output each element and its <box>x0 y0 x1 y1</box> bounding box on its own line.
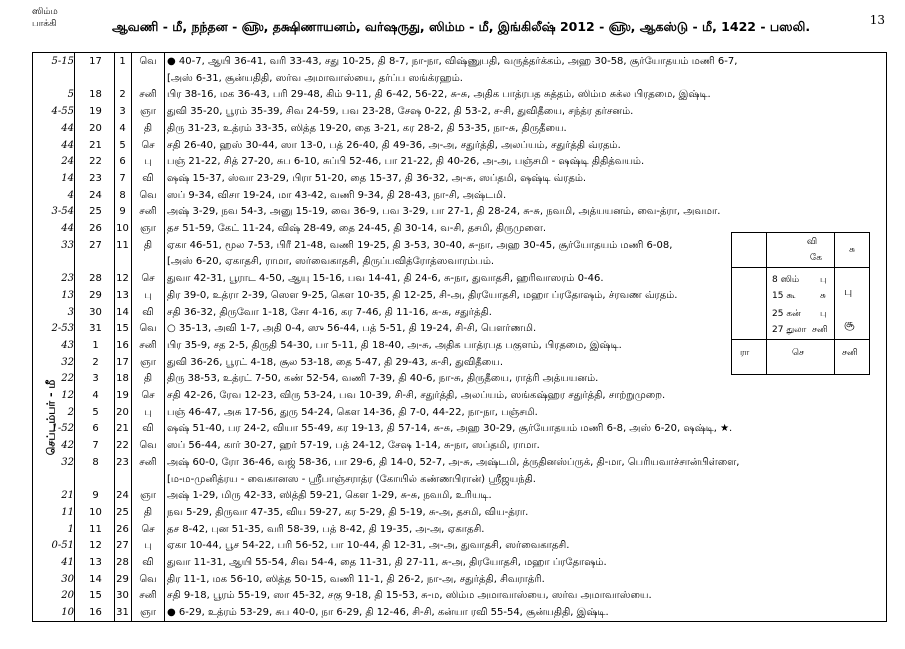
weekday-cell: சனி <box>139 590 157 602</box>
table-row <box>33 507 886 524</box>
english-date-cell: 10 <box>89 506 102 518</box>
header-left-bottom: பாக்கி <box>32 19 57 29</box>
sunset-time-cell: 30 <box>61 573 74 585</box>
table-row <box>33 474 886 491</box>
table-row <box>33 407 886 424</box>
weekday-cell: ஞா <box>140 607 156 619</box>
weekday-cell: வெ <box>139 189 157 201</box>
tamil-date-cell: 21 <box>116 423 129 435</box>
table-row <box>33 89 886 106</box>
weekday-cell: பு <box>144 406 152 418</box>
tamil-date-cell: 7 <box>119 172 126 184</box>
english-date-cell: 23 <box>89 172 102 184</box>
english-date-cell: 19 <box>89 106 102 118</box>
sunset-time-cell: 41 <box>61 557 74 568</box>
english-date-cell: 22 <box>89 156 102 168</box>
table-row <box>33 590 886 607</box>
table-row <box>33 173 886 190</box>
chart-cell: 8 ஸிம் <box>772 275 800 285</box>
weekday-cell: ஞா <box>140 490 156 502</box>
chart-cell: பு <box>820 309 827 319</box>
sunset-time-cell: 23 <box>61 273 74 285</box>
weekday-cell: வெ <box>139 56 157 67</box>
page-number: 13 <box>869 13 885 27</box>
weekday-cell: பு <box>144 540 152 552</box>
sunset-time-cell: 13 <box>61 289 74 301</box>
tamil-date-cell: 23 <box>116 456 129 468</box>
table-row <box>33 457 886 474</box>
horoscope-chart <box>731 232 870 375</box>
sunset-time-cell: 3-54 <box>51 206 74 218</box>
english-date-cell: 31 <box>89 323 102 335</box>
details-cell: [அஸ் 6-31, சூன்யதிதி, ஸர்வ அமாவாஸ்யை, தர்ப்ப ஸங்க்ரஹம். <box>167 72 463 84</box>
weekday-cell: ஞா <box>140 223 156 234</box>
english-date-cell: 21 <box>89 139 102 151</box>
weekday-cell: வெ <box>139 573 157 585</box>
month-strip <box>32 340 72 500</box>
sunset-time-cell: 1-52 <box>51 423 74 435</box>
sunset-time-cell: 12 <box>61 390 74 401</box>
details-cell: திரு 31-23, உத்ரம் 33-35, ஸித்த 19-20, தை 3-21, கர 28-2, தி 53-35, நா-சு, திருதீயை. <box>167 122 567 134</box>
chart-cell: சனி <box>812 325 828 335</box>
tamil-date-cell: 19 <box>116 390 129 401</box>
english-date-cell: 16 <box>89 607 102 619</box>
english-date-cell: 30 <box>89 306 102 318</box>
english-date-cell: 1 <box>92 339 99 351</box>
english-date-cell: 26 <box>89 223 102 234</box>
details-cell: பஞ் 21-22, சித் 27-20, சுப 6-10, சுப்பி 52-46, பா 21-22, தி 40-26, அ-அ, பஞ்சமி - ஷஷ்டி திதித்வயம். <box>167 156 645 168</box>
english-date-cell: 25 <box>89 206 102 218</box>
sunset-time-cell: 4 <box>67 189 74 201</box>
sunset-time-cell: 44 <box>61 139 74 151</box>
details-cell: ஏகா 46-51, மூல 7-53, பிரீ 21-48, வணி 19-25, தி 3-53, 30-40, சு-நா, அஹ 30-45, சூர்யோதயம் மணி 6-08, <box>167 239 673 251</box>
details-cell: ஏகா 10-44, பூச 54-22, பரி 56-52, பா 10-44, தி 12-31, அ-அ, துவாதசி, ஸர்வைகாதசி. <box>167 540 570 552</box>
tamil-date-cell: 16 <box>116 339 129 351</box>
details-cell: திரு 38-53, உத்ரட் 7-50, கண் 52-54, வணி 7-39, தி 40-6, நா-சு, திருதீயை, ராத்ரி அத்யயனம். <box>167 373 599 385</box>
details-cell: ஸப் 56-44, கார் 30-27, ஹர் 57-19, பத் 24-12, சேஷ 1-14, சு-நா, ஸப்தமி, ராமா. <box>167 440 540 452</box>
weekday-cell: சனி <box>139 456 157 468</box>
details-cell: சதி 42-26, ரேவ 12-23, விரு 53-24, பவ 10-39, சி-சி, சதுர்த்தி, அலப்யம், ஸங்கஷ்ஹர சதுர்த்தி, சாற்றுமுறை. <box>167 390 666 401</box>
details-cell: [அஸ் 6-20, ஏகாதசி, ராமா, ஸர்வைகாதசி, திருப்பவித்ரோத்ஸவாரம்பம். <box>167 256 495 268</box>
english-date-cell: 13 <box>89 557 102 568</box>
chart-cell: 27 துலா <box>772 325 807 335</box>
english-date-cell: 4 <box>92 390 99 401</box>
weekday-cell: தி <box>143 506 153 518</box>
english-date-cell: 3 <box>92 373 99 385</box>
tamil-date-cell: 26 <box>116 523 129 535</box>
sunset-time-cell: 3 <box>67 306 74 318</box>
details-cell: ● 40-7, ஆயி 36-41, வரி 33-43, சது 10-25, தி 8-7, நா-நா, விஷ்ணுபதி, வருத்தர்க்கம், அஹ 30-58, சூர்யோதயம் மணி 6-7, <box>167 56 738 67</box>
weekday-cell: செ <box>141 390 155 401</box>
weekday-cell: வி <box>142 172 154 184</box>
sunset-time-cell: 5-15 <box>51 56 74 67</box>
month-label: செப்டம்பர் - மீ <box>44 379 58 456</box>
chart-cell: பு <box>820 275 827 285</box>
chart-cell: வி <box>806 237 818 247</box>
tamil-date-cell: 25 <box>116 506 129 518</box>
tamil-date-cell: 3 <box>119 106 126 118</box>
weekday-cell: சனி <box>139 206 157 218</box>
weekday-cell: பு <box>144 156 152 168</box>
tamil-date-cell: 31 <box>116 607 129 619</box>
tamil-date-cell: 17 <box>116 356 129 368</box>
sunset-time-cell: 42 <box>61 440 74 452</box>
english-date-cell: 24 <box>89 189 102 201</box>
weekday-cell: சனி <box>139 89 157 101</box>
chart-cell: 15 கூ <box>772 291 796 301</box>
weekday-cell: தி <box>143 122 153 134</box>
details-cell: துவி 36-26, பூரட் 4-18, சூல 53-18, தை 5-47, தி 29-43, சு-சி, துவிதீயை. <box>167 356 504 368</box>
english-date-cell: 7 <box>92 440 99 452</box>
english-date-cell: 29 <box>89 289 102 301</box>
sunset-time-cell: 32 <box>61 456 74 468</box>
weekday-cell: தி <box>143 239 153 251</box>
tamil-date-cell: 30 <box>116 590 129 602</box>
details-cell: ஷஷ் 15-37, ஸ்வா 23-29, பிரா 51-20, தை 15-37, தி 36-32, அ-சு, ஸப்தமி, ஷஷ்டி வ்ரதம். <box>167 172 587 184</box>
weekday-cell: வி <box>142 557 154 568</box>
chart-cell: செ <box>792 348 804 358</box>
table-row <box>33 73 886 90</box>
english-date-cell: 5 <box>92 406 99 418</box>
table-row <box>33 373 886 390</box>
chart-cell: சு <box>820 291 826 301</box>
header-left <box>32 6 58 30</box>
sunset-time-cell: 2-53 <box>51 323 74 335</box>
english-date-cell: 8 <box>92 456 99 468</box>
english-date-cell: 11 <box>89 523 102 535</box>
table-row <box>33 206 886 223</box>
sunset-time-cell: 11 <box>61 506 74 518</box>
weekday-cell: செ <box>141 273 155 285</box>
details-cell: அஷ் 1-29, மிரு 42-33, ஸித்தி 59-21, கௌ 1-29, சு-சு, நவமி, உரியடி. <box>167 490 492 502</box>
sunset-time-cell: 32 <box>61 356 74 368</box>
sunset-time-cell: 0-51 <box>51 540 74 552</box>
sunset-time-cell: 44 <box>61 122 74 134</box>
table-row <box>33 540 886 557</box>
details-cell: திர 11-1, மக 56-10, ஸித்த 50-15, வணி 11-1, தி 26-2, நா-அ, சதுர்த்தி, சிவராத்ரி. <box>167 573 545 585</box>
tamil-date-cell: 15 <box>116 323 129 335</box>
tamil-date-cell: 22 <box>116 440 129 452</box>
details-cell: அஷ் 3-29, நவ 54-3, அனு 15-19, வை 36-9, பவ 3-29, பா 27-1, தி 28-24, சு-சு, நவமி, அத்யயனம், வை-த்ரா, அவமா. <box>167 206 721 218</box>
table-row <box>33 140 886 157</box>
tamil-date-cell: 27 <box>116 540 129 552</box>
sunset-time-cell: 24 <box>61 156 74 168</box>
details-cell: பிர 35-9, சத 2-5, திருதி 54-30, பா 5-11, தி 18-40, அ-சு, அதிக பாத்ரபத பகுளம், பிரதமை, இஷ்டி. <box>167 339 622 351</box>
sunset-time-cell: 33 <box>61 239 74 251</box>
table-row <box>33 56 886 73</box>
sunset-time-cell: 43 <box>61 339 74 351</box>
weekday-cell: வெ <box>139 440 157 452</box>
weekday-cell: செ <box>141 139 155 151</box>
english-date-cell: 2 <box>92 356 99 368</box>
table-row <box>33 123 886 140</box>
english-date-cell: 18 <box>89 89 102 101</box>
sunset-time-cell: 10 <box>61 607 74 619</box>
chart-cell: சு <box>849 245 855 255</box>
chart-cell: ரா <box>740 348 750 358</box>
english-date-cell: 27 <box>89 239 102 251</box>
details-cell: பஞ் 46-47, அசு 17-56, துரு 54-24, கௌ 14-36, தி 7-0, 44-22, நா-நா, பஞ்சமி. <box>167 406 538 418</box>
details-cell: சதி 9-18, பூரம் 55-19, ஸா 45-32, சகு 9-18, தி 15-53, சு-ம, ஸிம்ம அமாவாஸ்யை, ஸர்வ அமாவாஸ்யை. <box>167 590 652 602</box>
weekday-cell: செ <box>141 523 155 535</box>
tamil-date-cell: 13 <box>116 289 129 301</box>
details-cell: பிர 38-16, மக 36-43, பரி 29-48, கிம் 9-11, தி 6-42, 56-22, சு-சு, அதிக பாத்ரபத சுத்தம், ஸிம்ம சுக்ல பிரதமை, இஷ்டி. <box>167 89 711 101</box>
tamil-date-cell: 9 <box>119 206 126 218</box>
table-row <box>33 106 886 123</box>
table-row <box>33 190 886 207</box>
tamil-date-cell: 11 <box>116 239 129 251</box>
details-cell: சதி 36-32, திருவோ 1-18, சோ 4-16, கர 7-46, தி 11-16, சு-சு, சதுர்த்தி. <box>167 306 492 318</box>
tamil-date-cell: 12 <box>116 273 129 285</box>
table-row <box>33 607 886 624</box>
tamil-date-cell: 24 <box>116 490 129 502</box>
sunset-time-cell: 20 <box>61 590 74 602</box>
weekday-cell: தி <box>143 373 153 385</box>
chart-cell: கே <box>809 253 823 263</box>
chart-cell: 25 கன் <box>772 309 801 319</box>
tamil-date-cell: 6 <box>119 156 126 168</box>
sunset-time-cell: 1 <box>67 523 74 535</box>
details-cell: திர 39-0, உத்ரா 2-39, ஸௌ 9-25, கௌ 10-35, தி 12-25, சி-அ, திரயோதசி, மஹா ப்ரதோஷம், ச்ரவண வ்ரதம். <box>167 289 678 301</box>
weekday-cell: பு <box>144 289 152 301</box>
details-cell: துவி 35-20, பூரம் 35-39, சிவ 24-59, பவ 23-28, சேஷ 0-22, தி 53-2, ச-சி, துவிதீயை, சந்த்ர தர்சனம். <box>167 106 634 118</box>
table-row <box>33 557 886 574</box>
table-row <box>33 423 886 440</box>
english-date-cell: 12 <box>89 540 102 552</box>
sunset-time-cell: 44 <box>61 223 74 234</box>
details-cell: சதி 26-40, ஹஸ் 30-44, ஸா 13-0, பத் 26-40, தி 49-36, அ-அ, சதுர்த்தி, அலப்யம், சதுர்த்தி வ்ரதம். <box>167 139 621 151</box>
english-date-cell: 17 <box>89 56 102 67</box>
details-cell: [ம-ம-முனித்ரய - வைகானஸ - ஸ்ரீபாஞ்சராத்ர (கோயில் கண்ணபிரான்) ஸ்ரீஜயந்தி. <box>167 473 536 485</box>
sunset-time-cell: 4-55 <box>51 106 74 118</box>
tamil-date-cell: 5 <box>119 139 126 151</box>
tamil-date-cell: 2 <box>119 89 126 101</box>
english-date-cell: 9 <box>92 490 99 502</box>
details-cell: அஷ் 60-0, ரோ 36-46, வஜ் 58-36, பா 29-6, தி 14-0, 52-7, அ-சு, அஷ்டமி, த்ருதினஸ்ப்ருக், தி-மா, பெரியவாச்சான்பிள்ளை, <box>167 456 740 468</box>
chart-cell: சூ <box>844 317 855 330</box>
chart-cell: பு <box>844 285 853 298</box>
english-date-cell: 6 <box>92 423 99 435</box>
weekday-cell: சனி <box>139 339 157 351</box>
table-row <box>33 156 886 173</box>
sunset-time-cell: 5 <box>67 89 74 101</box>
english-date-cell: 20 <box>89 122 102 134</box>
table-row <box>33 440 886 457</box>
details-cell: ஸப் 9-34, விசா 19-24, மா 43-42, வணி 9-34, தி 28-43, நா-சி, அஷ்டமி. <box>167 189 507 201</box>
weekday-cell: வெ <box>139 323 157 335</box>
details-cell: துவா 42-31, பூராட 4-50, ஆயு 15-16, பவ 14-41, தி 24-6, சு-நா, துவாதசி, ஹரிவாஸரம் 0-46. <box>167 273 604 285</box>
details-cell: தச 51-59, கேட் 11-24, விஷ் 28-49, தை 24-45, தி 30-14, வ-சி, தசமி, திருமுளை. <box>167 223 547 234</box>
sunset-time-cell: 2 <box>67 406 74 418</box>
weekday-cell: வி <box>142 306 154 318</box>
tamil-date-cell: 18 <box>116 373 129 385</box>
header-left-top: ஸிம்ம <box>32 7 58 17</box>
tamil-date-cell: 14 <box>116 306 129 318</box>
table-row <box>33 524 886 541</box>
details-cell: தச 8-42, புன 51-35, வரி 58-39, பத் 8-42, தி 19-35, அ-அ, ஏகாதசி. <box>167 523 485 535</box>
details-cell: ஷஷ் 51-40, பர 24-2, வியா 55-49, கர 19-13, தி 57-14, சு-சு, அஹ 30-29, சூர்யோதயம் மணி 6-8, அஸ் 6-20, ஷஷ்டி, ★. <box>167 423 733 435</box>
sunset-time-cell: 21 <box>61 490 74 502</box>
tamil-date-cell: 29 <box>116 573 129 585</box>
weekday-cell: ஞா <box>140 356 156 368</box>
tamil-date-cell: 20 <box>116 406 129 418</box>
sunset-time-cell: 22 <box>61 373 74 385</box>
sunset-time-cell: 14 <box>61 172 74 184</box>
details-cell: நவ 5-29, திருவா 47-35, விய 59-27, கர 5-29, தி 5-19, சு-அ, தசமி, விய-த்ரா. <box>167 506 529 518</box>
details-cell: ● 6-29, உத்ரம் 53-29, சுப 40-0, நா 6-29, தி 12-46, சி-சி, கன்யா ரவி 55-54, சூன்யதிதி, இஷ்டி. <box>167 607 609 619</box>
table-row <box>33 490 886 507</box>
english-date-cell: 28 <box>89 273 102 285</box>
tamil-date-cell: 10 <box>116 223 129 234</box>
weekday-cell: ஞா <box>140 106 156 118</box>
table-row <box>33 574 886 591</box>
table-row <box>33 390 886 407</box>
tamil-date-cell: 8 <box>119 189 126 201</box>
page-title: ஆவணி - மீ, நந்தன - ௵, தக்ஷிணாயனம், வர்ஷருது, ஸிம்ம - மீ, இங்கிலீஷ் 2012 - ௵, ஆகஸ்டு - மீ, 1422 - பஸலி. <box>112 19 811 34</box>
english-date-cell: 15 <box>89 590 102 602</box>
tamil-date-cell: 1 <box>119 56 126 67</box>
english-date-cell: 14 <box>89 573 102 585</box>
chart-cell: சனி <box>842 348 858 358</box>
weekday-cell: வி <box>142 423 154 435</box>
details-cell: ○ 35-13, அவி 1-7, அதி 0-4, ஸு 56-44, பத் 5-51, தி 19-24, சி-சி, பௌர்ணமி. <box>167 323 537 335</box>
tamil-date-cell: 4 <box>119 122 126 134</box>
tamil-date-cell: 28 <box>116 557 129 568</box>
details-cell: துவா 11-31, ஆயி 55-54, சிவ 54-4, தை 11-31, தி 27-11, சு-அ, திரயோதசி, மஹா ப்ரதோஷம். <box>167 557 607 568</box>
